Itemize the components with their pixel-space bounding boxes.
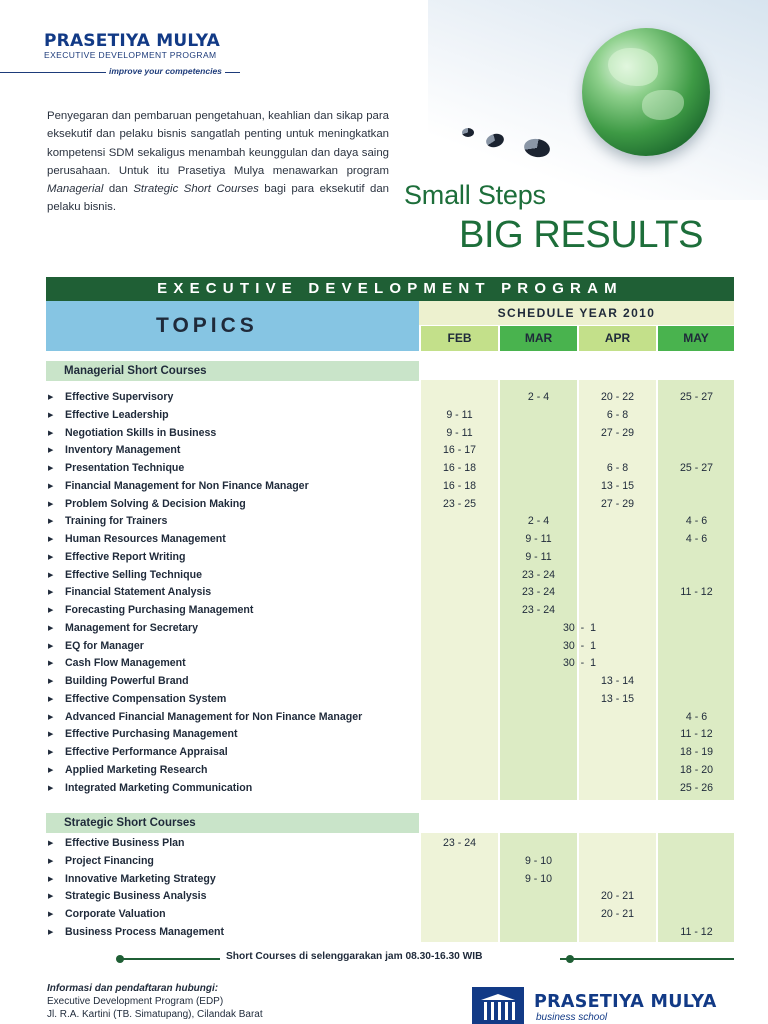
- table-row: [46, 638, 734, 656]
- schedule-cell-feb: 23 - 25: [443, 497, 476, 510]
- course-topic: Human Resources Management: [65, 533, 226, 545]
- schedule-cell-apr: 27 - 29: [601, 497, 634, 510]
- bullet-icon: ▶: [48, 875, 54, 883]
- contact-line: Executive Development Program (EDP): [47, 996, 224, 1007]
- table-row: [46, 620, 734, 638]
- table-row: [46, 709, 734, 727]
- schedule-cell-feb: 23 - 24: [443, 837, 476, 849]
- topics-header: TOPICS: [46, 301, 419, 351]
- course-topic: Financial Management for Non Finance Manager: [65, 479, 309, 492]
- schedule-cell-mar: 23 - 24: [522, 568, 555, 581]
- table-row: [46, 744, 734, 762]
- course-topic: Effective Business Plan: [65, 837, 185, 849]
- course-topic: Applied Marketing Research: [65, 763, 208, 776]
- schedule-cell-may: 18 - 19: [680, 746, 713, 758]
- program-title-bar: EXECUTIVE DEVELOPMENT PROGRAM: [46, 277, 734, 301]
- logo-name: PRASETIYA MULYA: [44, 31, 220, 51]
- course-topic: Strategic Business Analysis: [65, 890, 207, 903]
- table-row: [46, 691, 734, 709]
- schedule-cell-apr: 6 - 8: [606, 462, 629, 474]
- schedule-cell-may: 11 - 12: [680, 586, 713, 599]
- bullet-icon: ▶: [48, 678, 54, 685]
- table-row: [46, 924, 734, 942]
- section-heading-strategic: Strategic Short Courses: [46, 813, 419, 833]
- bullet-icon: ▶: [48, 500, 54, 508]
- bullet-icon: ▶: [48, 766, 54, 774]
- footnote-dot-left: [116, 955, 124, 963]
- schedule-year-header: SCHEDULE YEAR 2010: [419, 301, 734, 325]
- course-topic: Effective Leadership: [65, 408, 169, 421]
- course-topic: Training for Trainers: [65, 515, 168, 528]
- logo-subtitle: EXECUTIVE DEVELOPMENT PROGRAM: [44, 50, 217, 60]
- course-topic: Effective Performance Appraisal: [65, 746, 228, 758]
- schedule-cell-apr: 6 - 8: [606, 408, 629, 421]
- schedule-cell-feb: 16 - 17: [443, 444, 476, 457]
- course-topic: Effective Report Writing: [65, 550, 186, 563]
- table-row: [46, 549, 734, 567]
- course-topic: Effective Purchasing Management: [65, 728, 238, 741]
- bullet-icon: ▶: [48, 695, 54, 703]
- table-row: [46, 780, 734, 798]
- schedule-cell-apr: 27 - 29: [601, 426, 634, 439]
- course-topic: Forecasting Purchasing Management: [65, 604, 254, 616]
- schedule-cell-feb: 16 - 18: [443, 462, 476, 474]
- course-topic: Business Process Management: [65, 925, 224, 938]
- schedule-cell-may: 4 - 6: [685, 515, 708, 528]
- course-topic: Effective Supervisory: [65, 391, 174, 403]
- footer-logo: [472, 987, 742, 1024]
- bullet-icon: ▶: [48, 411, 54, 419]
- bullet-icon: ▶: [48, 482, 54, 490]
- bullet-icon: ▶: [48, 447, 54, 455]
- schedule-cell-may: 25 - 27: [680, 391, 713, 403]
- contact-heading: Informasi dan pendaftaran hubungi:: [47, 983, 219, 994]
- schedule-cell-may: 11 - 12: [680, 728, 713, 741]
- schedule-cell-may: 25 - 26: [680, 781, 713, 794]
- schedule-cell-feb: 16 - 18: [443, 479, 476, 492]
- course-topic: Financial Statement Analysis: [65, 586, 212, 599]
- course-topic: Presentation Technique: [65, 462, 185, 474]
- course-topic: Inventory Management: [65, 444, 181, 457]
- table-row: [46, 871, 734, 889]
- month-header-may: MAY: [658, 326, 734, 351]
- table-row: [46, 888, 734, 906]
- schedule-cell-apr: 13 - 15: [601, 479, 634, 492]
- table-row: [46, 513, 734, 531]
- schedule-cell-may: 11 - 12: [680, 925, 713, 938]
- bullet-icon: ▶: [48, 429, 54, 437]
- bullet-icon: ▶: [48, 607, 54, 614]
- schedule-cell-apr: 20 - 21: [601, 908, 634, 920]
- footnote-dot-right: [566, 955, 574, 963]
- bullet-icon: ▶: [48, 518, 54, 526]
- footnote-line-left: [120, 958, 220, 960]
- table-row: [46, 673, 734, 691]
- table-row: [46, 460, 734, 478]
- building-logo-icon: [472, 987, 524, 1024]
- course-topic: Effective Selling Technique: [65, 568, 202, 581]
- course-topic: Project Financing: [65, 854, 154, 867]
- schedule-cell-mar: 23 - 24: [522, 604, 555, 616]
- contact-address: Jl. R.A. Kartini (TB. Simatupang), Cilandak Barat: [47, 1009, 263, 1020]
- bullet-icon: ▶: [48, 911, 54, 918]
- logo-tagline: improve your competencies: [106, 66, 225, 76]
- table-row: [46, 906, 734, 924]
- pie-chart-icon: [462, 128, 474, 137]
- footnote-line-right: [560, 958, 734, 960]
- bullet-icon: ▶: [48, 536, 54, 543]
- table-row: [46, 602, 734, 620]
- table-row: [46, 567, 734, 585]
- course-topic: Integrated Marketing Communication: [65, 781, 253, 794]
- schedule-cell-mar: 9 - 10: [524, 872, 553, 885]
- bullet-icon: ▶: [48, 928, 54, 936]
- bullet-icon: ▶: [48, 784, 54, 792]
- schedule-cell-mar: 2 - 4: [527, 391, 550, 403]
- bullet-icon: ▶: [48, 571, 54, 579]
- bullet-icon: ▶: [48, 394, 54, 401]
- table-row: [46, 531, 734, 549]
- bullet-icon: ▶: [48, 589, 54, 597]
- table-row: [46, 655, 734, 673]
- bullet-icon: ▶: [48, 731, 54, 739]
- course-topic: Corporate Valuation: [65, 908, 166, 920]
- schedule-cell-feb: 9 - 11: [446, 408, 473, 421]
- bullet-icon: ▶: [48, 553, 54, 561]
- schedule-cell-may: 4 - 6: [685, 710, 708, 723]
- schedule-cell-apr: 13 - 15: [601, 692, 634, 705]
- course-topic: Management for Secretary: [65, 621, 199, 634]
- course-topic: Innovative Marketing Strategy: [65, 872, 216, 885]
- table-row: [46, 726, 734, 744]
- schedule-cell-may: 18 - 20: [680, 763, 713, 776]
- table-row: [46, 425, 734, 443]
- bullet-icon: ▶: [48, 465, 54, 472]
- bullet-icon: ▶: [48, 893, 54, 901]
- footnote-text: Short Courses di selenggarakan jam 08.30-16.30 WIB: [226, 951, 483, 962]
- globe-icon: [582, 28, 710, 156]
- schedule-cell-mar: 9 - 10: [524, 854, 553, 867]
- schedule-cell-mar: 9 - 11: [525, 550, 552, 563]
- table-row: [46, 442, 734, 460]
- section-heading-managerial: Managerial Short Courses: [46, 361, 419, 381]
- header-logo: [44, 31, 240, 76]
- schedule-cell-apr: 13 - 14: [601, 675, 634, 687]
- table-row: [46, 853, 734, 871]
- course-topic: Effective Compensation System: [65, 692, 227, 705]
- schedule-cell-apr: 20 - 22: [601, 391, 634, 403]
- schedule-cell-span: 30 - 1: [563, 657, 596, 670]
- schedule-cell-may: 4 - 6: [685, 533, 708, 545]
- course-topic: Problem Solving & Decision Making: [65, 497, 246, 510]
- schedule-cell-mar: 23 - 24: [522, 586, 555, 599]
- bullet-icon: ▶: [48, 660, 54, 668]
- bullet-icon: ▶: [48, 840, 54, 847]
- table-row: [46, 762, 734, 780]
- bullet-icon: ▶: [48, 642, 54, 650]
- month-header-apr: APR: [579, 326, 656, 351]
- course-topic: EQ for Manager: [65, 639, 144, 652]
- contact-info: [47, 982, 263, 1021]
- month-header-mar: MAR: [500, 326, 577, 351]
- schedule-cell-mar: 9 - 11: [525, 533, 552, 545]
- intro-paragraph: Penyegaran dan pembaruan pengetahuan, keahlian dan sikap para eksekutif dan pelaku bisnis sangatlah penting untuk meningkatkan kompetensi SDM sekaligus menambah keunggulan dan daya saing perusahaan. Untuk itu Prasetiya Mulya menawarkan program Managerial dan Strategic Short Courses bagi para eksekutif dan pelaku bisnis.: [47, 110, 390, 214]
- schedule-cell-apr: 20 - 21: [601, 890, 634, 903]
- footer-logo-name: PRASETIYA MULYA: [534, 992, 717, 1012]
- schedule-cell-may: 25 - 27: [680, 462, 713, 474]
- table-row: [46, 478, 734, 496]
- schedule-cell-span: 30 - 1: [563, 639, 596, 652]
- course-topic: Cash Flow Management: [65, 657, 186, 670]
- course-topic: Building Powerful Brand: [65, 675, 189, 687]
- table-row: [46, 584, 734, 602]
- bullet-icon: ▶: [48, 749, 54, 756]
- footer-logo-subtitle: business school: [536, 1012, 608, 1023]
- bullet-icon: ▶: [48, 624, 54, 632]
- schedule-cell-mar: 2 - 4: [527, 515, 550, 528]
- month-header-feb: FEB: [421, 326, 498, 351]
- headline-small-steps: Small Steps: [404, 180, 546, 210]
- bullet-icon: ▶: [48, 713, 54, 721]
- course-topic: Advanced Financial Management for Non Finance Manager: [65, 710, 363, 723]
- schedule-cell-span: 30 - 1: [563, 621, 596, 634]
- table-row: [46, 389, 734, 407]
- table-row: [46, 407, 734, 425]
- headline-big-results: BIG RESULTS: [459, 214, 704, 256]
- bullet-icon: ▶: [48, 857, 54, 865]
- table-row: [46, 835, 734, 853]
- table-row: [46, 496, 734, 514]
- schedule-cell-feb: 9 - 11: [446, 426, 473, 439]
- course-topic: Negotiation Skills in Business: [65, 426, 217, 439]
